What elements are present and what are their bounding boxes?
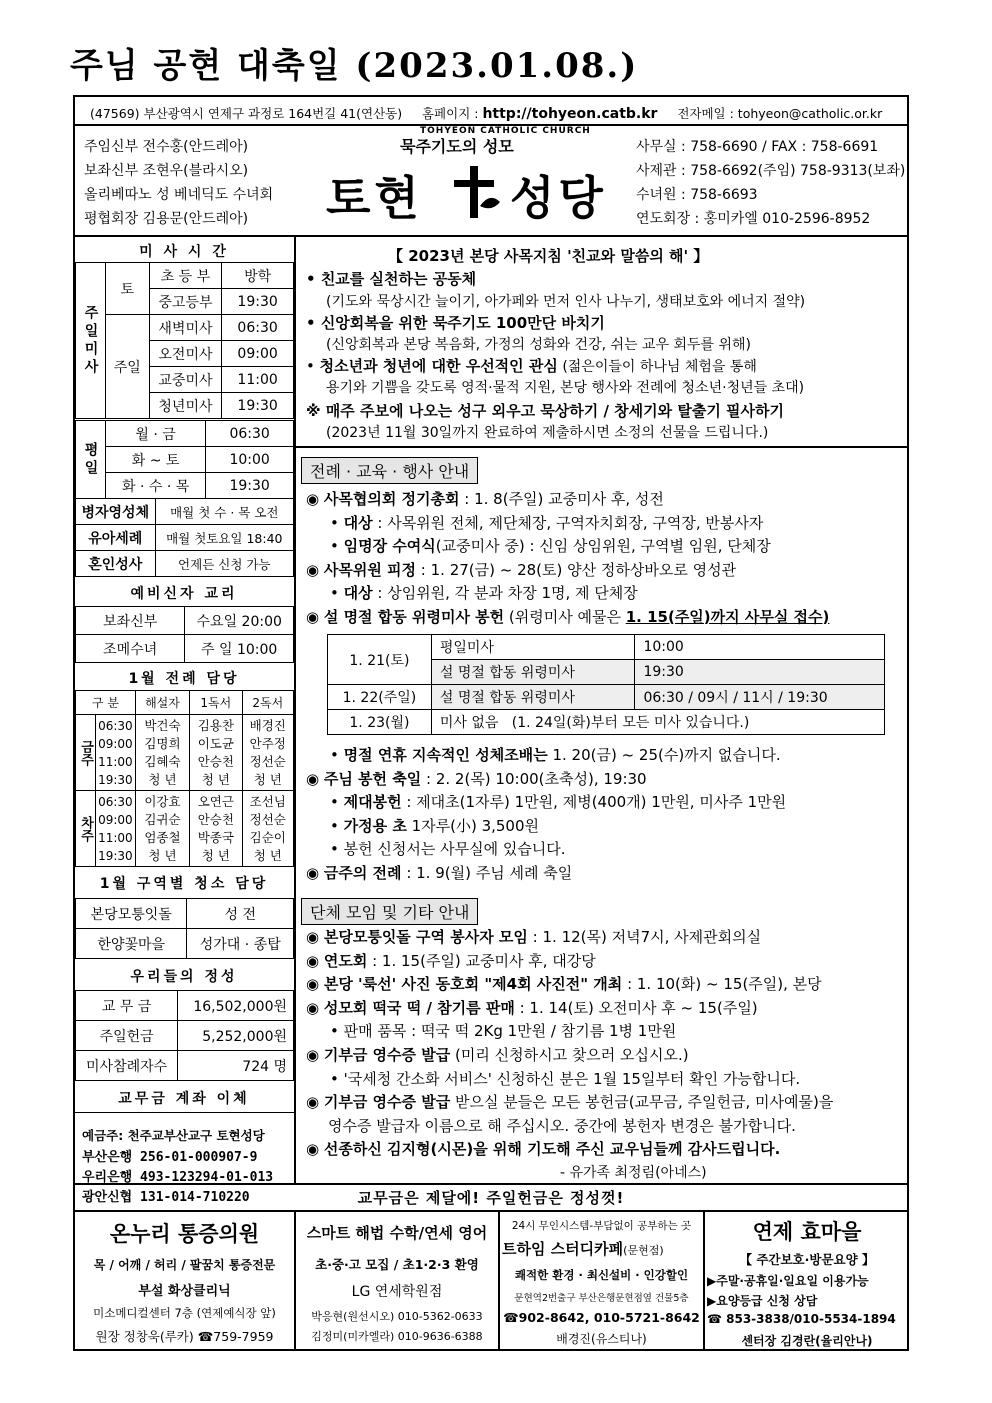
address-line bbox=[90, 104, 882, 122]
ad-line: 【 주간보호·방문요양 】 bbox=[739, 1252, 875, 1267]
mass-date: 1. 22(주일) bbox=[328, 685, 432, 710]
second-readers bbox=[242, 715, 293, 791]
mass-time: 09:00 bbox=[222, 341, 294, 367]
sacrament-time: 언제든 신청 가능 bbox=[155, 551, 293, 577]
notice-head: 사목위원 피정 bbox=[323, 560, 417, 579]
catechumen-table bbox=[75, 606, 294, 663]
mass-date: 1. 23(월) bbox=[328, 710, 432, 735]
notice-text: : 1. 27(금) ~ 28(토) 양산 정하상바오로 영성관 bbox=[416, 560, 737, 579]
second-readers bbox=[242, 791, 293, 867]
liturgy-table bbox=[75, 690, 294, 867]
offering-amount: 724 명 bbox=[178, 1051, 294, 1081]
guideline-sub: (신앙회복과 본당 복음화, 가정의 성화와 건강, 쉬는 교우 회두를 위해) bbox=[326, 337, 752, 353]
notice-text: : 1. 15(주일) 교중미사 후, 대강당 bbox=[367, 951, 596, 970]
logo-subtitle: 묵주기도의 성모 bbox=[400, 137, 514, 156]
notice-head: 대상 bbox=[343, 584, 373, 602]
notice-text: 1자루(小) 3,500원 bbox=[406, 816, 540, 835]
staff-assistant: 보좌신부 조현우(블라시오) bbox=[84, 163, 249, 179]
guideline-tail: (젊은이들이 하나님 체험을 통해 bbox=[557, 359, 757, 375]
liturgy-times bbox=[96, 791, 136, 867]
time: 06:30 bbox=[98, 794, 133, 809]
notice-item bbox=[306, 1091, 833, 1112]
ad-title: 스마트 해법 수학/연세 영어 bbox=[306, 1224, 488, 1242]
mass-name: 새벽미사 bbox=[149, 315, 222, 341]
column-divider bbox=[294, 235, 296, 1183]
notice-item bbox=[306, 950, 596, 971]
name: 청 년 bbox=[148, 847, 177, 863]
notice-text: : 1. 9(월) 주님 세례 축일 bbox=[401, 863, 573, 882]
ad-line: 센터장 김경란(율리안나) bbox=[741, 1334, 873, 1348]
ad-line: 박응현(원선시오) 010-5362-0633 bbox=[311, 1310, 483, 1323]
cleaning-place: 성가대 · 종탑 bbox=[187, 929, 294, 959]
sacrament-table bbox=[75, 498, 294, 577]
ad-line: LG 연세학원점 bbox=[351, 1284, 443, 1300]
notice-subitem bbox=[328, 1115, 796, 1136]
name: 정선순 bbox=[249, 811, 286, 827]
weekday-mass-table bbox=[75, 420, 294, 499]
notice-head: 금주의 전례 bbox=[323, 863, 402, 882]
notice-text: : 1. 8(주일) 교중미사 후, 성전 bbox=[459, 490, 664, 508]
bullet-circle-icon: ◉ bbox=[306, 975, 324, 994]
time: 09:00 bbox=[98, 736, 133, 751]
mass-item: 평일미사 bbox=[431, 635, 635, 660]
cleaning-area: 한양꽃마을 bbox=[76, 929, 187, 959]
groups-title: 단체 모임 및 기타 안내 bbox=[301, 898, 478, 925]
account-owner: 예금주: 천주교부산교구 토현성당 bbox=[82, 1128, 265, 1143]
name: 박종국 bbox=[197, 829, 234, 845]
guideline-title: 【 2023년 본당 사목지침 '친교와 말씀의 해' 】 bbox=[388, 247, 709, 265]
cleaning-header: 1월 구역별 청소 담당 bbox=[99, 876, 269, 892]
mass-name: 중고등부 bbox=[149, 289, 222, 315]
notice-text: : 제대초(1자루) 1만원, 제병(400개) 1만원, 미사주 1만원 bbox=[401, 793, 787, 811]
name: 박건숙 bbox=[144, 717, 181, 733]
time: 11:00 bbox=[98, 754, 133, 769]
catechumen-time: 수요일 20:00 bbox=[185, 607, 294, 635]
guideline-head: 청소년과 청년에 대한 우선적인 관심 bbox=[319, 357, 558, 375]
page-title: 주님 공현 대축일 (2023.01.08.) bbox=[70, 46, 639, 86]
weekday-time: 19:30 bbox=[206, 473, 294, 499]
divider bbox=[75, 1112, 294, 1113]
mass-name: 초 등 부 bbox=[149, 263, 222, 289]
notice-subitem bbox=[330, 1020, 676, 1041]
offering-amount: 5,252,000원 bbox=[178, 1021, 294, 1051]
name: 청 년 bbox=[201, 771, 230, 787]
time: 09:00 bbox=[98, 812, 133, 827]
name: 안주정 bbox=[249, 735, 286, 751]
bullet-dot-icon: • bbox=[330, 537, 344, 555]
ad-title bbox=[502, 1238, 664, 1259]
sunday-label: 주일 bbox=[105, 315, 149, 419]
mass-time: 11:00 bbox=[222, 367, 294, 393]
catechumen-time: 주 일 10:00 bbox=[185, 635, 294, 663]
bullet-dot-icon: • bbox=[330, 840, 344, 858]
catechumen-teacher: 보좌신부 bbox=[76, 607, 185, 635]
notice-text: : 사목위원 전체, 제단체장, 구역자치회장, 구역장, 반봉사자 bbox=[372, 513, 764, 532]
notice-subitem bbox=[560, 1162, 707, 1182]
mass-times-table bbox=[75, 262, 294, 419]
ad-line: 부설 화상클리닉 bbox=[138, 1284, 231, 1299]
name: 김혜숙 bbox=[144, 753, 181, 769]
offering-label: 교 무 금 bbox=[76, 991, 178, 1021]
bullet-circle-icon: ◉ bbox=[306, 1093, 324, 1112]
bullet-circle-icon: ◉ bbox=[306, 928, 324, 946]
notice-head: 본당 '룩선' 사진 동호회 "제4회 사진전" 개최 bbox=[323, 975, 623, 994]
bullet-circle-icon: ◉ bbox=[306, 998, 324, 1017]
notice-head: 사목협의회 정기총회 bbox=[323, 490, 460, 508]
notice-item bbox=[306, 862, 572, 883]
mass-name: 청년미사 bbox=[149, 393, 222, 419]
name: 오연근 bbox=[197, 793, 234, 809]
ad-line: ☎902-8642, 010-5721-8642 bbox=[503, 1310, 700, 1325]
contact-convent: 수녀원 : 758-6693 bbox=[636, 187, 758, 203]
notice-head: 선종하신 김지형(시몬)을 위해 기도해 주신 교우님들께 감사드립니다. bbox=[323, 1140, 781, 1159]
bullet-circle-icon: ◉ bbox=[306, 1046, 324, 1064]
offering-header: 우리들의 정성 bbox=[130, 969, 238, 985]
bullet-dot-icon: • bbox=[330, 584, 344, 602]
mass-note bbox=[431, 710, 884, 735]
events-title: 전례 · 교육 · 행사 안내 bbox=[301, 457, 478, 484]
notice-head: 설 명절 합동 위령미사 봉헌 bbox=[323, 607, 505, 626]
sacrament-name: 유아세례 bbox=[76, 525, 156, 551]
mass-item-time: 06:30 / 09시 / 11시 / 19:30 bbox=[635, 685, 885, 710]
guideline-note-sub: (2023년 11월 30일까지 완료하여 제출하시면 소정의 선물을 드립니다.) bbox=[326, 425, 769, 441]
mass-item-time: (1. 24일(화)부터 모든 미사 있습니다.) bbox=[511, 715, 750, 731]
mass-name: 교중미사 bbox=[149, 367, 222, 393]
bullet-circle-icon: ◉ bbox=[306, 951, 324, 970]
mass-times-header: 미 사 시 간 bbox=[139, 244, 229, 260]
footer-banner: 교무금은 제달에! 주일헌금은 정성껏! bbox=[357, 1189, 625, 1207]
name: 김용찬 bbox=[197, 717, 234, 733]
notice-text: '국세청 간소화 서비스' 신청하신 분은 1월 15일부터 확인 가능합니다. bbox=[343, 1069, 801, 1088]
name: 청 년 bbox=[253, 847, 282, 863]
name: 청 년 bbox=[148, 771, 177, 787]
notice-head: 대상 bbox=[343, 513, 373, 532]
notice-text: (위령미사 예물은 bbox=[504, 607, 626, 626]
notice-head: 기부금 영수증 발급 bbox=[323, 1046, 451, 1064]
liturgy-col: 2독서 bbox=[242, 691, 293, 715]
notice-head: 명절 연휴 지속적인 성체조배는 bbox=[343, 746, 548, 764]
bullet-dot-icon: • bbox=[330, 793, 344, 811]
guideline-sub: (기도와 묵상시간 늘이기, 아가페와 먼저 인사 나누기, 생태보호와 에너지 절약) bbox=[326, 294, 806, 310]
sacrament-name: 혼인성사 bbox=[76, 551, 156, 577]
next-week-label: 차주 bbox=[76, 791, 96, 867]
account-number: 우리은행 493-123294-01-013 bbox=[82, 1170, 274, 1185]
guideline-item: • 청소년과 청년에 대한 우선적인 관심 (젊은이들이 하나님 체험을 통해 bbox=[306, 357, 757, 375]
guideline-head: 친교를 실천하는 공동체 bbox=[320, 270, 477, 288]
notice-item bbox=[306, 973, 822, 994]
sacrament-time: 매월 첫토요일 18:40 bbox=[155, 525, 293, 551]
logo-text-right: 성당 bbox=[510, 171, 607, 225]
bullet-dot-icon: • bbox=[330, 1069, 344, 1088]
guideline-sub: 용기와 기쁨을 갖도록 영적·물적 지원, 본당 행사와 전례에 청소년·청년들 초대) bbox=[326, 380, 805, 396]
mass-date: 1. 21(토) bbox=[328, 635, 432, 685]
notice-text: : 1. 12(목) 저녁7시, 사제관회의실 bbox=[527, 928, 762, 946]
name: 조선님 bbox=[249, 793, 286, 809]
notice-subitem bbox=[330, 582, 638, 603]
commentators bbox=[135, 791, 189, 867]
logo-arc-text: TOHYEON CATHOLIC CHURCH bbox=[420, 126, 591, 136]
sunday-mass-label: 주일미사 bbox=[76, 263, 106, 419]
ad-line: 목 / 어깨 / 허리 / 팔꿈치 통증전문 bbox=[93, 1258, 276, 1272]
notice-head: 성모회 떡국 떡 / 참기름 판매 bbox=[323, 998, 515, 1017]
name: 안승천 bbox=[197, 811, 234, 827]
mass-time: 06:30 bbox=[222, 315, 294, 341]
contact-funeral: 연도회장 : 홍미카엘 010-2596-8952 bbox=[636, 211, 871, 227]
bullet-circle-icon: ◉ bbox=[306, 560, 324, 579]
notice-item bbox=[306, 1138, 780, 1159]
notice-text: (미리 신청하시고 찾으러 오십시오.) bbox=[450, 1046, 689, 1064]
notice-text: - 유가족 최정림(아네스) bbox=[560, 1165, 707, 1181]
notice-item bbox=[306, 997, 758, 1018]
weekday-days: 화 · 수 · 목 bbox=[105, 473, 205, 499]
divider bbox=[73, 1210, 909, 1212]
notice-head: 연도회 bbox=[323, 951, 368, 970]
account-number: 광안신협 131-014-710220 bbox=[82, 1190, 250, 1205]
notice-text: 영수증 발급자 이름으로 해 주십시오. 중간에 봉헌자 변경은 불가합니다. bbox=[328, 1116, 796, 1135]
ad-line: ▶요양등급 신청 상담 bbox=[707, 1294, 818, 1308]
notice-subitem bbox=[330, 535, 771, 556]
ad-title-main: 트하임 스터디카페 bbox=[502, 1240, 624, 1258]
notice-deadline: 1. 15(주일)까지 사무실 접수) bbox=[625, 607, 830, 626]
offering-label: 미사참례자수 bbox=[76, 1051, 178, 1081]
ad-line: 김정미(미카엘라) 010-9636-6388 bbox=[311, 1330, 483, 1343]
first-readers bbox=[190, 715, 242, 791]
mass-item-time: 19:30 bbox=[635, 660, 885, 685]
mass-name: 오전미사 bbox=[149, 341, 222, 367]
contact-office: 사무실 : 758-6690 / FAX : 758-6691 bbox=[636, 139, 879, 155]
notice-item bbox=[306, 606, 829, 627]
notice-text: (교중미사 중) : 신임 상임위원, 구역별 임원, 단체장 bbox=[435, 537, 771, 555]
notice-text: 봉헌 신청서는 사무실에 있습니다. bbox=[343, 840, 566, 858]
name: 이도균 bbox=[197, 735, 234, 751]
notice-text: : 상임위원, 각 분과 차장 1명, 제 단체장 bbox=[372, 584, 638, 602]
weekday-time: 06:30 bbox=[206, 421, 294, 447]
guideline-head: 신앙회복을 위한 묵주기도 100만단 바치기 bbox=[320, 314, 605, 332]
time: 19:30 bbox=[98, 848, 133, 863]
weekday-time: 10:00 bbox=[206, 447, 294, 473]
name: 정선순 bbox=[249, 753, 286, 769]
divider bbox=[294, 446, 909, 448]
liturgy-col: 구 분 bbox=[76, 691, 136, 715]
ad-line: 원장 정창욱(루카) ☎759-7959 bbox=[95, 1329, 274, 1344]
staff-pastor: 주임신부 전수홍(안드레아) bbox=[84, 139, 249, 155]
notice-subitem bbox=[330, 512, 763, 533]
notice-subitem bbox=[330, 1068, 800, 1089]
email-label: 전자메일 : bbox=[677, 106, 738, 121]
mass-item: 설 명절 합동 위령미사 bbox=[431, 660, 635, 685]
notice-head: 가정용 초 bbox=[343, 816, 407, 835]
notice-head: 주님 봉헌 축일 bbox=[323, 769, 422, 788]
sacrament-time: 매월 첫 수 · 목 오전 bbox=[155, 499, 293, 525]
ad-line: 문현역2번출구 부산은행문현점옆 건물5층 bbox=[514, 1293, 689, 1304]
bullet-circle-icon: ◉ bbox=[306, 769, 324, 788]
cleaning-table bbox=[75, 898, 294, 959]
ad-line: 배경진(유스티나) bbox=[556, 1332, 647, 1346]
offering-amount: 16,502,000원 bbox=[178, 991, 294, 1021]
notice-text: 1. 20(금) ~ 25(수)까지 없습니다. bbox=[547, 746, 781, 764]
liturgy-col: 1독서 bbox=[190, 691, 242, 715]
name: 청 년 bbox=[253, 771, 282, 787]
bullet-circle-icon: ◉ bbox=[306, 490, 324, 508]
notice-head: 기부금 영수증 발급 bbox=[323, 1093, 451, 1112]
logo-text-left: 토현 bbox=[326, 171, 423, 225]
notice-text: 판매 품목 : 떡국 떡 2Kg 1만원 / 참기름 1병 1만원 bbox=[343, 1022, 677, 1041]
liturgy-col: 해설자 bbox=[135, 691, 189, 715]
notice-subitem bbox=[330, 791, 786, 812]
name: 배경진 bbox=[249, 717, 286, 733]
notice-head: 임명장 수여식 bbox=[343, 537, 436, 555]
memorial-mass-table bbox=[327, 634, 885, 735]
liturgy-header: 1월 전례 담당 bbox=[128, 671, 240, 687]
ad-title: 연제 효마을 bbox=[752, 1220, 862, 1244]
name: 이강효 bbox=[144, 793, 181, 809]
postal-address: (47569) 부산광역시 연제구 과정로 164번길 41(연산동) bbox=[90, 106, 403, 121]
staff-sisters: 올리베따노 성 베네딕도 수녀회 bbox=[84, 187, 274, 203]
ad-line: ▶주말·공휴일·일요일 이용가능 bbox=[707, 1274, 869, 1288]
notice-item bbox=[306, 488, 664, 509]
notice-item bbox=[306, 559, 736, 580]
offering-table bbox=[75, 990, 294, 1081]
staff-council: 평협회장 김용문(안드레아) bbox=[84, 211, 249, 227]
email-link[interactable]: tohyeon@catholic.or.kr bbox=[737, 106, 883, 121]
account-number: 부산은행 256-01-000907-9 bbox=[82, 1150, 258, 1165]
notice-text: : 1. 10(화) ~ 15(주일), 본당 bbox=[622, 975, 822, 994]
notice-subitem bbox=[330, 838, 566, 859]
name: 김순이 bbox=[249, 829, 286, 845]
commentators bbox=[135, 715, 189, 791]
time: 06:30 bbox=[98, 718, 133, 733]
homepage-label: 홈페이지 : bbox=[421, 106, 483, 121]
ad-line: 24시 무인시스템-부담없이 공부하는 곳 bbox=[511, 1220, 692, 1232]
bullet-circle-icon: ◉ bbox=[306, 1140, 324, 1159]
cleaning-area: 본당모퉁잇돌 bbox=[76, 899, 187, 929]
notice-text: : 2. 2(목) 10:00(초축성), 19:30 bbox=[421, 769, 647, 788]
catechumen-header: 예비신자 교리 bbox=[130, 586, 238, 602]
offering-label: 주일헌금 bbox=[76, 1021, 178, 1051]
notice-head: 제대봉헌 bbox=[343, 793, 402, 811]
weekday-label: 평일 bbox=[76, 421, 106, 499]
guideline-item: • 친교를 실천하는 공동체 bbox=[306, 270, 477, 288]
account-header: 교무금 계좌 이체 bbox=[118, 1091, 250, 1107]
ad-line: 초·중·고 모집 / 초1·2·3 환영 bbox=[315, 1257, 479, 1272]
contact-rectory: 사제관 : 758-6692(주임) 758-9313(보좌) bbox=[636, 163, 906, 179]
notice-subitem bbox=[330, 744, 781, 765]
notice-item bbox=[306, 926, 761, 947]
weekday-days: 화 ~ 토 bbox=[105, 447, 205, 473]
notice-head: 본당모퉁잇돌 구역 봉사자 모임 bbox=[323, 928, 528, 946]
cross-logo-icon bbox=[440, 160, 510, 224]
time: 19:30 bbox=[98, 772, 133, 787]
mass-time: 19:30 bbox=[222, 289, 294, 315]
name: 청 년 bbox=[201, 847, 230, 863]
mass-time: 19:30 bbox=[222, 393, 294, 419]
liturgy-times bbox=[96, 715, 136, 791]
mass-item: 미사 없음 bbox=[439, 715, 499, 731]
ad-line: 미소메디컬센터 7층 (연제예식장 앞) bbox=[93, 1306, 276, 1320]
ad-line: 쾌적한 환경 · 최신설비 · 인강할인 bbox=[514, 1268, 689, 1282]
notice-subitem bbox=[330, 815, 539, 836]
saturday-label: 토 bbox=[105, 263, 149, 315]
notice-text: 받으실 분들은 모든 봉헌금(교무금, 주일헌금, 미사예물)을 bbox=[450, 1093, 834, 1112]
weekday-days: 월 · 금 bbox=[105, 421, 205, 447]
name: 안승천 bbox=[197, 753, 234, 769]
ad-title: 온누리 통증의원 bbox=[109, 1222, 260, 1246]
guideline-item: • 신앙회복을 위한 묵주기도 100만단 바치기 bbox=[306, 314, 605, 332]
ad-line: ☎ 853-3838/010-5534-1894 bbox=[707, 1312, 896, 1326]
bullet-dot-icon: • bbox=[330, 513, 344, 532]
homepage-link[interactable]: http://tohyeon.catb.kr bbox=[482, 106, 658, 122]
name: 김명희 bbox=[144, 735, 181, 751]
mass-item: 설 명절 합동 위령미사 bbox=[431, 685, 635, 710]
bullet-circle-icon: ◉ bbox=[306, 607, 324, 626]
name: 김귀순 bbox=[144, 811, 181, 827]
name: 엄종철 bbox=[144, 829, 181, 845]
mass-time: 방학 bbox=[222, 263, 294, 289]
notice-item bbox=[306, 768, 647, 789]
catechumen-teacher: 조메수녀 bbox=[76, 635, 185, 663]
bullet-circle-icon: ◉ bbox=[306, 863, 324, 882]
bullet-dot-icon: • bbox=[330, 816, 344, 835]
ad-title-branch: (문현점) bbox=[623, 1244, 664, 1257]
sacrament-name: 병자영성체 bbox=[76, 499, 156, 525]
bullet-dot-icon: • bbox=[330, 1022, 344, 1041]
cleaning-place: 성 전 bbox=[187, 899, 294, 929]
this-week-label: 금주 bbox=[76, 715, 96, 791]
divider bbox=[73, 235, 909, 237]
bullet-dot-icon: • bbox=[330, 746, 344, 764]
notice-text: : 1. 14(토) 오전미사 후 ~ 15(주일) bbox=[514, 998, 758, 1017]
mass-item-time: 10:00 bbox=[635, 635, 885, 660]
time: 11:00 bbox=[98, 830, 133, 845]
notice-item bbox=[306, 1044, 689, 1065]
guideline-note: ※ 매주 주보에 나오는 성구 외우고 묵상하기 / 창세기와 탈출기 필사하기 bbox=[306, 402, 785, 420]
first-readers bbox=[190, 791, 242, 867]
